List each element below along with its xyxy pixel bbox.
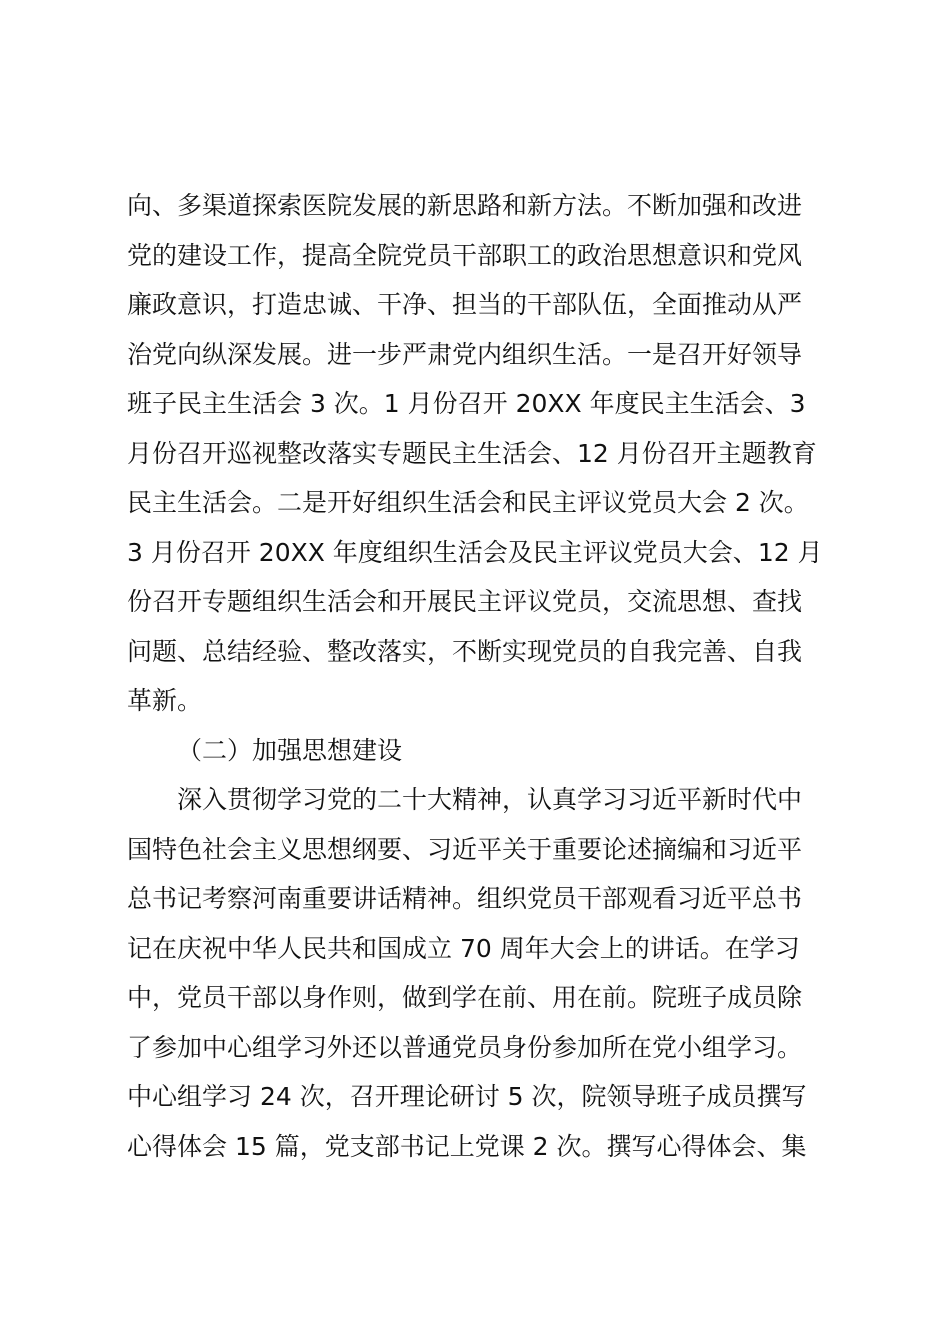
- paragraph-1-line: 问题、总结经验、整改落实，不断实现党员的自我完善、自我: [127, 636, 803, 666]
- paragraph-1-line: 革新。: [127, 686, 203, 715]
- paragraph-1-line: 班子民主生活会 3 次。1 月份召开 20XX 年度民主生活会、3: [127, 389, 806, 418]
- section-heading: （二）加强思想建设: [177, 735, 403, 765]
- paragraph-2-line: 国特色社会主义思想纲要、习近平关于重要论述摘编和习近平: [127, 834, 803, 864]
- paragraph-1-line: 治党向纵深发展。进一步严肃党内组织生活。一是召开好领导: [127, 339, 803, 369]
- paragraph-2-line: 记在庆祝中华人民共和国成立 70 周年大会上的讲话。在学习: [127, 933, 800, 963]
- paragraph-2-line: 总书记考察河南重要讲话精神。组织党员干部观看习近平总书: [127, 884, 803, 913]
- paragraph-1-line: 3 月份召开 20XX 年度组织生活会及民主评议党员大会、12 月: [127, 537, 823, 567]
- paragraph-2-line: 深入贯彻学习党的二十大精神，认真学习习近平新时代中: [177, 785, 803, 814]
- paragraph-1-line: 党的建设工作，提高全院党员干部职工的政治思想意识和党风: [127, 240, 803, 270]
- paragraph-2-line: 中心组学习 24 次，召开理论研讨 5 次，院领导班子成员撰写: [127, 1082, 807, 1111]
- paragraph-1-line: 月份召开巡视整改落实专题民主生活会、12 月份召开主题教育: [127, 438, 817, 468]
- paragraph-1-line: 份召开专题组织生活会和开展民主评议党员，交流思想、查找: [127, 587, 803, 616]
- paragraph-2-line: 心得体会 15 篇，党支部书记上党课 2 次。撰写心得体会、集: [127, 1131, 807, 1161]
- paragraph-1-line: 向、多渠道探索医院发展的新思路和新方法。不断加强和改进: [127, 191, 803, 220]
- document-body: [127, 181, 847, 1171]
- paragraph-2-line: 中，党员干部以身作则，做到学在前、用在前。院班子成员除: [127, 983, 803, 1012]
- paragraph-2-line: 了参加中心组学习外还以普通党员身份参加所在党小组学习。: [127, 1032, 803, 1062]
- paragraph-1-line: 民主生活会。二是开好组织生活会和民主评议党员大会 2 次。: [127, 488, 809, 517]
- paragraph-1-line: 廉政意识，打造忠诚、干净、担当的干部队伍，全面推动从严: [127, 290, 803, 319]
